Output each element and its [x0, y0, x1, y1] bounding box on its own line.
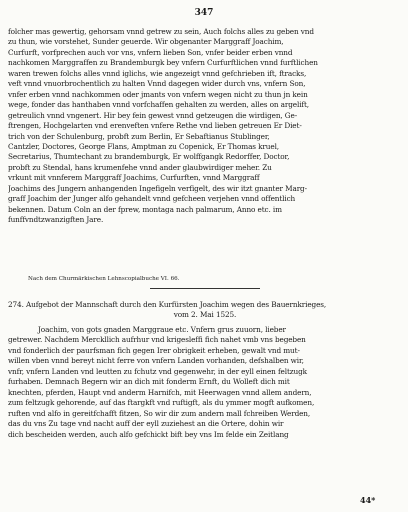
text-line: nachkomen Marggraffen zu Brandemburgk bey vnfern Curfurftlichen vnnd furftlichen — [8, 58, 318, 68]
text-line: Secretarius, Thumtechant zu brandemburgk, Er wolffgangk Redorffer, Doctor, — [8, 152, 290, 162]
text-line: vnfr, vnfern Landen vnd leutten zu fchutz vnd gegenwehr, in der eyll einen feltzugk — [8, 366, 307, 376]
text-line: getreulich vnnd vngenert. Hir bey fein gewest vnnd getzeugen die wirdigen, Ge- — [8, 110, 298, 120]
text-line: das du vns Zu tage vnd nacht auff der eyll zuziehest an die Ortere, dohin wir — [8, 419, 284, 429]
source-note: Nach dem Churmärkischen Lehnscopialbuche VI. 66. — [28, 276, 180, 282]
heading-date-line: vom 2. Mai 1525. — [173, 310, 237, 320]
text-line: furhaben. Demnach Begern wir an dich mit fonderm Ernft, du Wolleft dich mit — [8, 377, 290, 387]
text-line: vnd fonderlich der paurfsman fich gegen Irer obrigkeit erheben, gewalt vnd mut- — [8, 345, 300, 355]
text-line: wege, fonder das hanthaben vnnd vorfchaffen gehalten zu werden, alles on argelift, — [8, 100, 310, 110]
top-text-block — [8, 27, 402, 226]
entry-heading — [8, 300, 402, 321]
heading-line: 274. Aufgebot der Mannschaft durch den Kurfürsten Joachim wegen des Bauernkrieges, — [8, 300, 327, 309]
page-number: 347 — [194, 8, 214, 18]
text-line: willen vben vnnd bereyt nicht ferre von vnfern Landen vorhanden, defshalben wir, — [8, 356, 304, 366]
body-text-block — [8, 325, 402, 440]
text-line: zu thun, wie vorstehet, Sunder geuerde. Wir obgenanter Marggraff Joachim, — [8, 37, 284, 47]
text-line: vrkunt mit vnnferem Marggraff Joachims, Curfurften, vnnd Marggraff — [8, 173, 260, 183]
text-line: probft zu Stendal, hans krumenfehe vnnd ander glaubwirdiger meher. Zu — [8, 162, 272, 172]
text-line: knechten, pferden, Haupt vnd anderm Harnifch, mit Heerwagen vnnd allem andern, — [8, 387, 312, 397]
section-divider — [150, 288, 260, 289]
signature-mark: 44* — [360, 495, 376, 505]
text-line: ftrengen, Hochgelarten vnd erenveften vnfere Rethe vnd lieben getreuen Er Diet- — [8, 121, 302, 131]
text-line: Joachim, von gots gnaden Marggraue etc. Vnfern grus zuuorn, lieber — [38, 325, 286, 334]
text-line: folcher mas gewertig, gehorsam vnnd getrew zu sein, Auch folchs alles zu geben vnd — [8, 27, 314, 36]
text-line: ruften vnd alfo in gereitfchafft fitzen, So wir dir zum andern mall fchreiben Werden, — [8, 408, 311, 418]
text-line: Cantzler, Doctores, George Flans, Amptman zu Copenick, Er Thomas kruel, — [8, 141, 279, 151]
text-line: waren trewen folchs alles vnnd iglichs, wie angezeigt vnnd gefchrieben ift, ftracks, — [8, 68, 307, 78]
text-line: funffvndtzwanzigften Jare. — [8, 215, 104, 225]
text-line: vnfer erben vnnd nachkommen oder jmants von vnfern wegen nicht zu thun jn kein — [8, 89, 308, 99]
text-line: Joachims des Jungern anhangenden Ingefigeln verfigelt, des wir itzt gnanter Marg- — [8, 183, 307, 193]
text-line: dich bescheiden werden, auch alfo gefchickt bift bey vns Im felde ein Zeitlang — [8, 429, 289, 439]
text-line: bekennen. Datum Coln an der fprew, montaga nach palmarum, Anno etc. im — [8, 204, 282, 214]
text-line: zum feltzugk gehorende, auf das ftargkft vnd ruftigft, als du ymmer mogft aufkomen, — [8, 398, 315, 408]
text-line: veft vnnd vnuorbrochentlich zu halten Vnnd dagegen wider durch vns, vnfern Son, — [8, 79, 306, 89]
text-line: getrewer. Nachdem Merckllich aufrhur vnd krigesleffi fich nahet vmb vns begeben — [8, 335, 306, 345]
text-line: trich von der Schulenburg, probft zum Berlin, Er Sebaftianus Stublinger, — [8, 131, 270, 141]
text-line: Curfurft, vorfprechen auch vor vns, vnfern lieben Son, vnfer beider erben vnnd — [8, 47, 293, 57]
text-line: graff Joachim der Junger alfo gehandelt vnnd gefcheen verjehen vnnd offentlich — [8, 194, 296, 204]
